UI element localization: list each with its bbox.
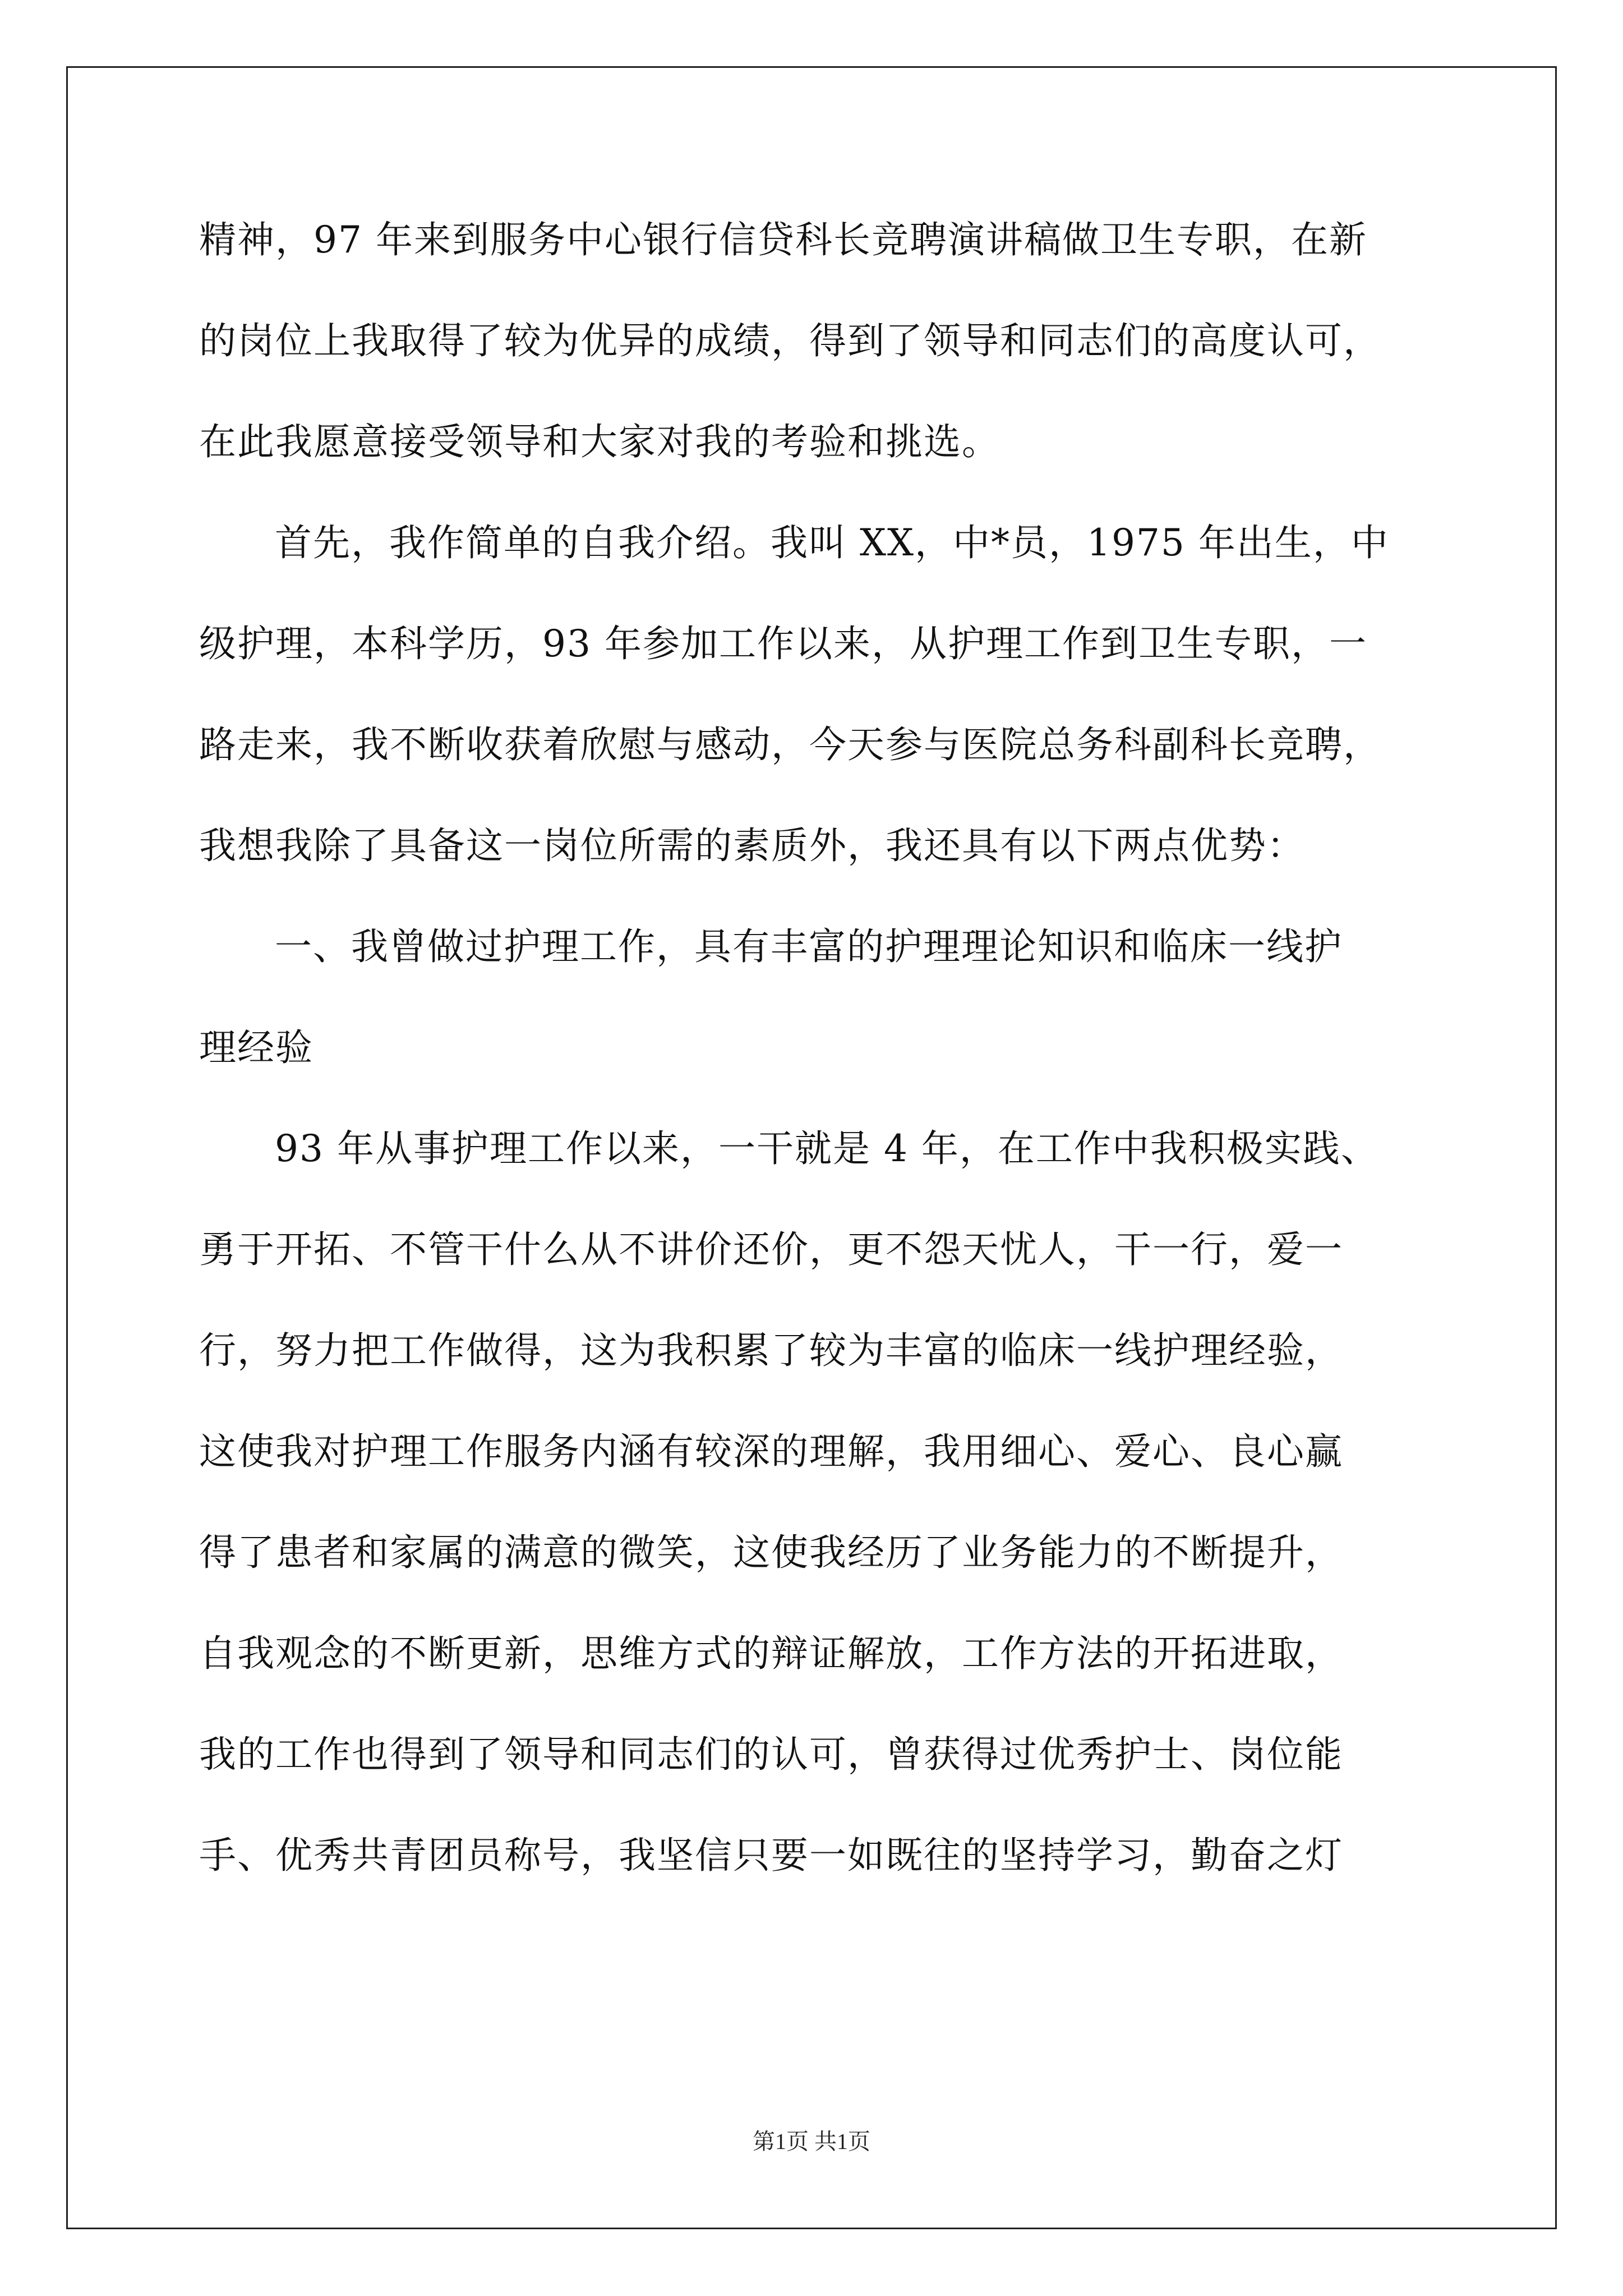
paragraph-first-line: 93 年从事护理工作以来，一干就是 4 年，在工作中我积极实践、 bbox=[275, 1127, 1379, 1170]
text-line: 得了患者和家属的满意的微笑，这使我经历了业务能力的不断提升， bbox=[199, 1531, 1343, 1574]
text-line: 手、优秀共青团员称号，我坚信只要一如既往的坚持学习，勤奋之灯 bbox=[199, 1834, 1343, 1877]
page-number: 第1页 共1页 bbox=[753, 2129, 870, 2154]
text-line: 我想我除了具备这一岗位所需的素质外，我还具有以下两点优势： bbox=[199, 824, 1305, 867]
text-line: 的岗位上我取得了较为优异的成绩，得到了领导和同志们的高度认可， bbox=[199, 319, 1381, 362]
text-line: 行，努力把工作做得，这为我积累了较为丰富的临床一线护理经验， bbox=[199, 1329, 1343, 1372]
text-line: 精神，97 年来到服务中心银行信贷科长竞聘演讲稿做卫生专职，在新 bbox=[199, 218, 1367, 261]
text-line: 在此我愿意接受领导和大家对我的考验和挑选。 bbox=[199, 420, 1000, 463]
section-heading-line: 理经验 bbox=[199, 1026, 313, 1069]
text-line: 级护理，本科学历，93 年参加工作以来，从护理工作到卫生专职，一 bbox=[199, 622, 1367, 665]
text-line: 我的工作也得到了领导和同志们的认可，曾获得过优秀护士、岗位能 bbox=[199, 1733, 1343, 1776]
text-line: 勇于开拓、不管干什么从不讲价还价，更不怨天忧人，干一行，爱一 bbox=[199, 1228, 1343, 1271]
text-line: 路走来，我不断收获着欣慰与感动，今天参与医院总务科副科长竞聘， bbox=[199, 723, 1381, 766]
paragraph-first-line: 首先，我作简单的自我介绍。我叫 XX，中*员，1975 年出生，中 bbox=[275, 521, 1389, 564]
text-line: 这使我对护理工作服务内涵有较深的理解，我用细心、爱心、良心赢 bbox=[199, 1430, 1343, 1473]
text-line: 自我观念的不断更新，思维方式的辩证解放，工作方法的开拓进取， bbox=[199, 1632, 1343, 1675]
section-heading-line: 一、我曾做过护理工作，具有丰富的护理理论知识和临床一线护 bbox=[275, 925, 1343, 968]
